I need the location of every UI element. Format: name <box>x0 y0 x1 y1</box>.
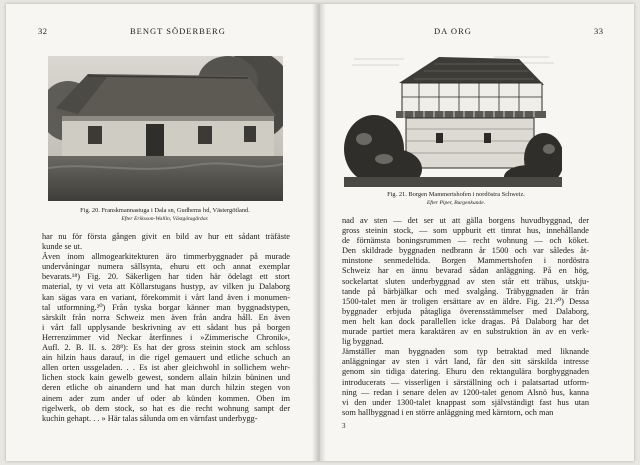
right_page-line: lig byggnad. <box>342 337 384 347</box>
right_page-line: genom sin tidiga datering. Ehuru den rektangulära borgbyggnaden <box>342 367 589 377</box>
right-footer-number: 3 <box>342 422 346 430</box>
left_page-line: deren etliche ob ainandern und hat man durch hilzin stegen von <box>42 383 290 393</box>
right-page <box>326 4 634 461</box>
left_page-line: bevarats.¹⁸) Fig. 20. Säkerligen har tiden här ödelagt ett stort <box>42 272 290 282</box>
right_page-line: anläggningar av sten i vårt land, får den sitt särskilda intresse <box>342 357 589 367</box>
right_page-line: byggnader erbjuda påtagliga överensstämmelser med Dalaborg, <box>342 306 589 316</box>
figure-20-photo <box>48 56 283 201</box>
left-page-body-text <box>42 232 290 424</box>
left_page-line: kunde se ut. <box>42 242 83 252</box>
left_page-line: allen orten ussgeladen. . . Es ist aber gleichwohl in sollichem wehr- <box>42 363 290 373</box>
right_page-line: minstone senmedeltida. Borgen Mammertshofen i nordöstra <box>342 256 589 266</box>
right-page-body-text <box>342 216 589 418</box>
right_page-line: gross steinin stock, — som uppburit ett timrat hus, innehållande <box>342 226 589 236</box>
right_page-line: tande på bärbjälkar och med svalgång. Träbyggnaden är från <box>342 286 589 296</box>
left_page-line: Herrenzimmer vid Neckar återfinnes i »Zimmerische Chronik», <box>42 332 290 342</box>
figure-20-caption-block <box>42 207 288 223</box>
left-page <box>6 4 312 461</box>
right_page-line: Jämställer man byggnaden som typ betraktad med liknande <box>342 347 589 357</box>
figure-21-drawing <box>344 49 562 187</box>
left_page-line: kuchin gehapt. . . » Här talas sålunda om en värnfast underbygg- <box>42 413 258 423</box>
book-gutter <box>312 4 326 461</box>
book-spread <box>6 4 634 461</box>
left_page-line: tal utformning.²⁰) Från tyska borgar känner man byggnadstypen, <box>42 302 290 312</box>
castle-drawing-image <box>344 49 562 187</box>
left-page-number: 32 <box>38 26 48 36</box>
right_page-line: Den skildrade byggnaden nedbrann år 1500 och var således åt- <box>342 246 589 256</box>
right_page-line: nad av sten — det ser ut att gälla borgens huvudbyggnad, der <box>342 216 589 225</box>
right_page-line: ning — redan i senare delen av 1200-talet genom Alsnö hus, kanna <box>342 387 589 397</box>
left_page-line: i vårt fall upplysande beskrivning av ett sådant hus på borgen <box>42 322 290 332</box>
right_page-line: introducerats — visserligen i särställning och i palatsartad utform- <box>342 377 589 387</box>
right-running-head: DA ORG <box>434 26 472 36</box>
farmhouse-photo-image <box>48 56 283 201</box>
right_page-line: 1500-talet men är troligen ersättare av en äldre. Fig. 21.²⁰) Dessa <box>342 296 589 306</box>
figure-21-caption: Fig. 21. Borgen Mammertshofen i nordöstra Schweiz. <box>387 191 525 198</box>
right_page-line: murade partiet mera karaktären av en substruktion än av en verk- <box>342 327 589 337</box>
right_page-line: de förnämsta boningsrummen — recht wohnung — och köket. <box>342 236 589 246</box>
left_page-line: har nu för första gången givit en bild av hur ett sådant träfäste <box>42 232 290 241</box>
left_page-line: rigelwerk, ob dem stock, so hat es die recht wohnung sampt der <box>42 403 290 413</box>
left_page-line: kan sägas vara en variant, förekommit i vårt land även i monumen- <box>42 292 290 302</box>
right_page-line: som hallbyggnad i en större anläggning med kärntorn, och man <box>342 407 554 417</box>
right_page-line: sockelartat sluten underbyggnad av sten står ett trähus, utskju- <box>342 276 589 286</box>
right_page-line: men helt kan dock parallellen icke dragas. På Dalaborg har det <box>342 316 589 326</box>
left_page-line: särskilt från norra Schweiz men även från andra håll. En även <box>42 312 290 322</box>
left-running-head: BENGT SÖDERBERG <box>130 26 226 36</box>
left_page-line: material, ty vi veta att Köllarstugans hustyp, av vilken ju Dalaborg <box>42 282 290 292</box>
left_page-line: lichen stock kain gewelb gewest, sondern allain hilzin büninen und <box>42 373 290 383</box>
right_page-line: Schweiz har en ännu bevarad sådan anläggning. På en hög, <box>342 266 589 276</box>
left_page-line: Även inom allmogearkitekturen äro timmerbyggnader på murade <box>42 252 290 262</box>
figure-21-credit: Efter Piper, Burgenkunde. <box>426 200 486 206</box>
right_page-line: vi den under 1300-talet knappast som självständigt fast hus utan <box>342 397 589 407</box>
figure-20-credit: Efter Eriksson-Wallin, Västgötagårdar. <box>121 216 209 222</box>
left_page-line: undervåningar numera sällsynta, ehuru ett och annat exemplar <box>42 262 290 272</box>
left_page-line: Aufl. 2. B. II. s. 28⁸): Es hat der gross steinin stock am schloss <box>42 343 290 353</box>
right-page-number: 33 <box>594 26 604 36</box>
left_page-line: ainem ader zum ander uf oder ab künden kommen. Oben im <box>42 393 290 403</box>
figure-21-caption-block <box>356 191 556 207</box>
left_page-line: ain hilzin haus darauf, in die rigel gemauert und etliche schuch an <box>42 353 290 363</box>
figure-20-caption: Fig. 20. Franskmannastuga i Dala sn, Gudhems hd, Västergötland. <box>80 207 250 214</box>
